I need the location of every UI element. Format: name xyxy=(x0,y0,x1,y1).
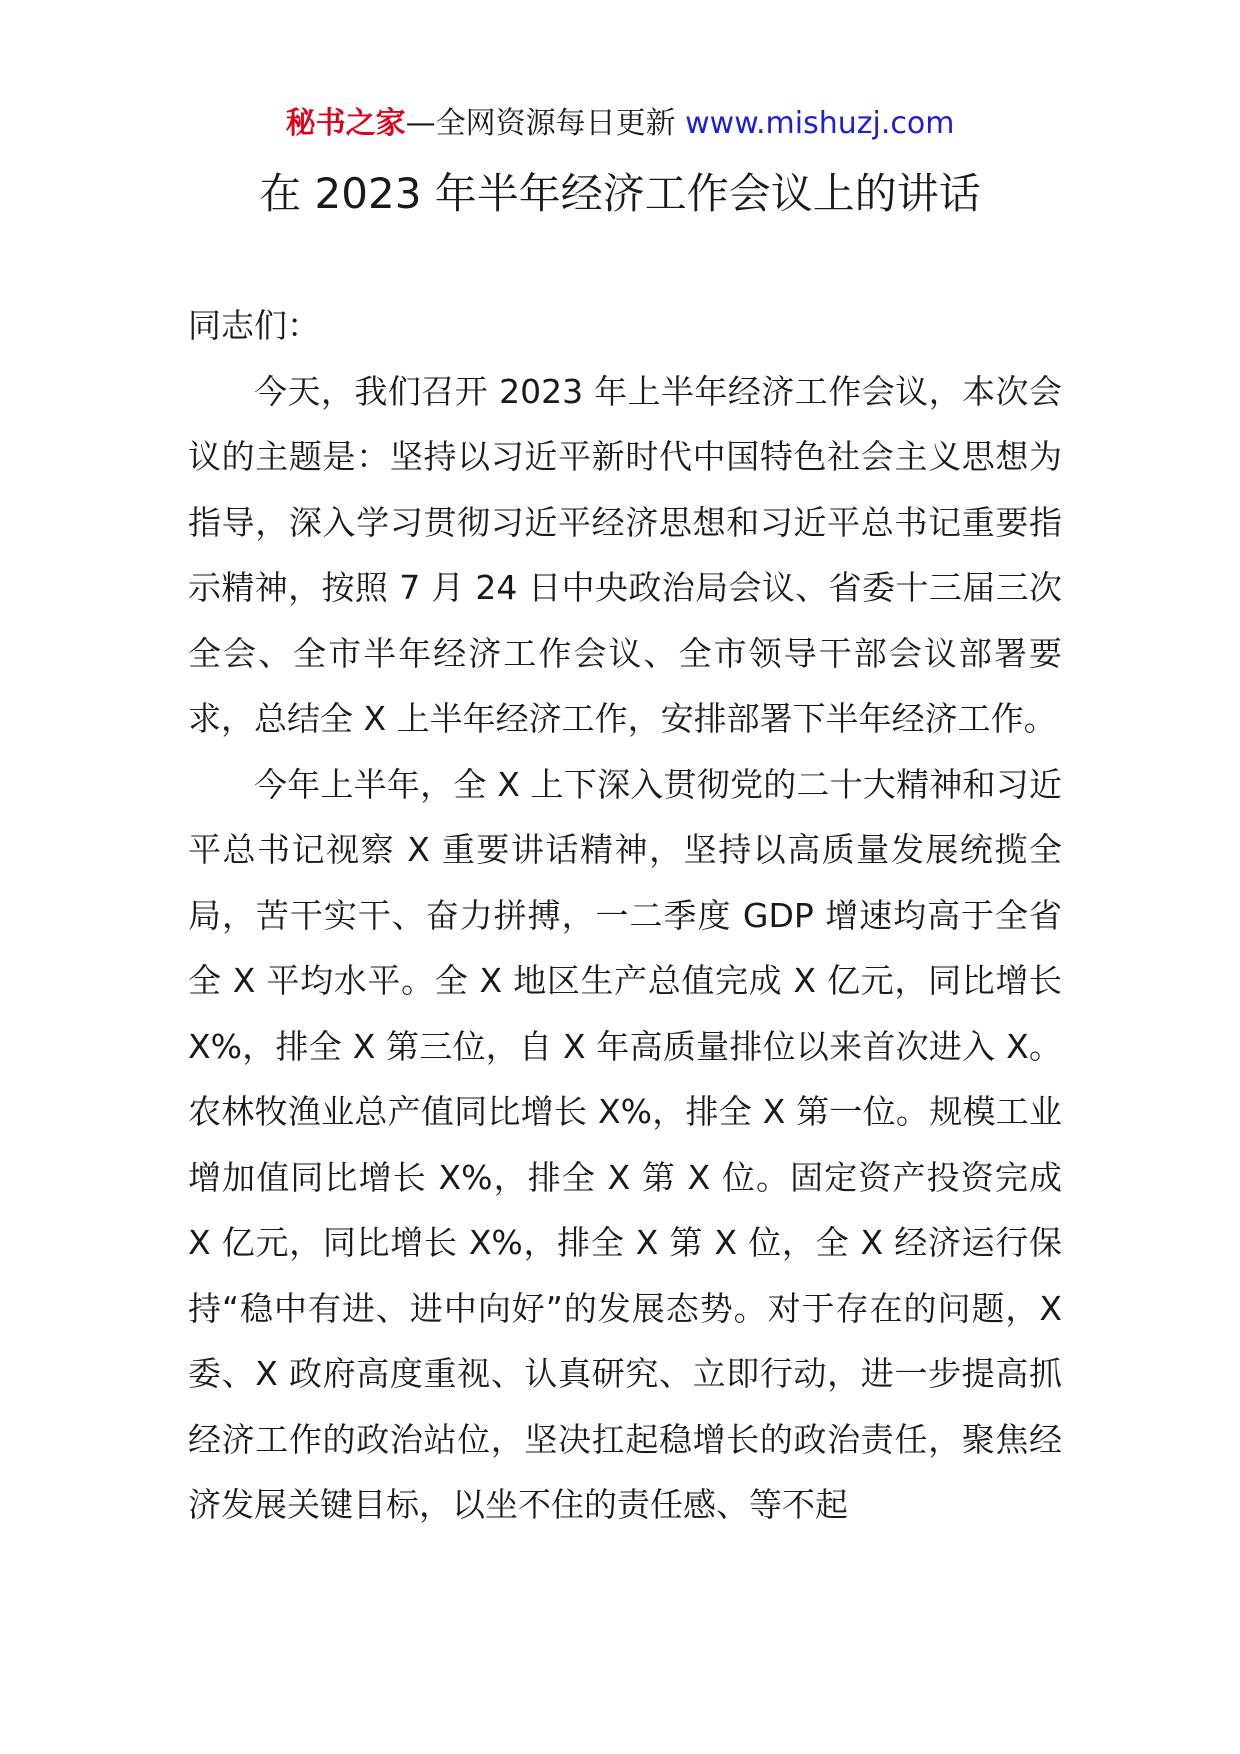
salutation: 同志们： xyxy=(188,306,320,345)
brand-name: 秘书之家 xyxy=(285,106,406,141)
banner-tagline: —全网资源每日更新 xyxy=(405,106,676,141)
site-banner xyxy=(0,104,1240,144)
body-paragraph: 今年上半年，全 X 上下深入贯彻党的二十大精神和习近平总书记视察 X 重要讲话精神，坚持以高质量发展统揽全局，苦干实干、奋力拼搏，一二季度 GDP 增速均高于全省全 X 平均水平。全 X 地区生产总值完成 X 亿元，同比增长 X%，排全 X 第三位，自 X 年高质量排位以来首次进入 X。农林牧渔业总产值同比增长 X%，排全 X 第一位。规模工业增加值同比增长 X%，排全 X 第 X 位。固定资产投资完成 X 亿元，同比增长 X%，排全 X 第 X 位，全 X 经济运行保持“稳中有进、进中向好”的发展态势。对于存在的问题，X 委、X 政府高度重视、认真研究、立即行动，进一步提高抓经济工作的政治站位，坚决扛起稳增长的政治责任，聚焦经济发展关键目标，以坐不住的责任感、等不起 xyxy=(188,764,1062,1524)
document-body xyxy=(188,293,1062,1538)
site-url-link[interactable]: www.mishuzj.com xyxy=(685,106,955,141)
document-title: 在 2023 年半年经济工作会议上的讲话 xyxy=(259,169,981,218)
body-paragraph: 今天，我们召开 2023 年上半年经济工作会议，本次会议的主题是：坚持以习近平新时代中国特色社会主义思想为指导，深入学习贯彻习近平经济思想和习近平总书记重要指示精神，按照 7 月 24 日中央政治局会议、省委十三届三次全会、全市半年经济工作会议、全市领导干部会议部署要求，总结全 X 上半年经济工作，安排部署下半年经济工作。 xyxy=(188,371,1062,738)
